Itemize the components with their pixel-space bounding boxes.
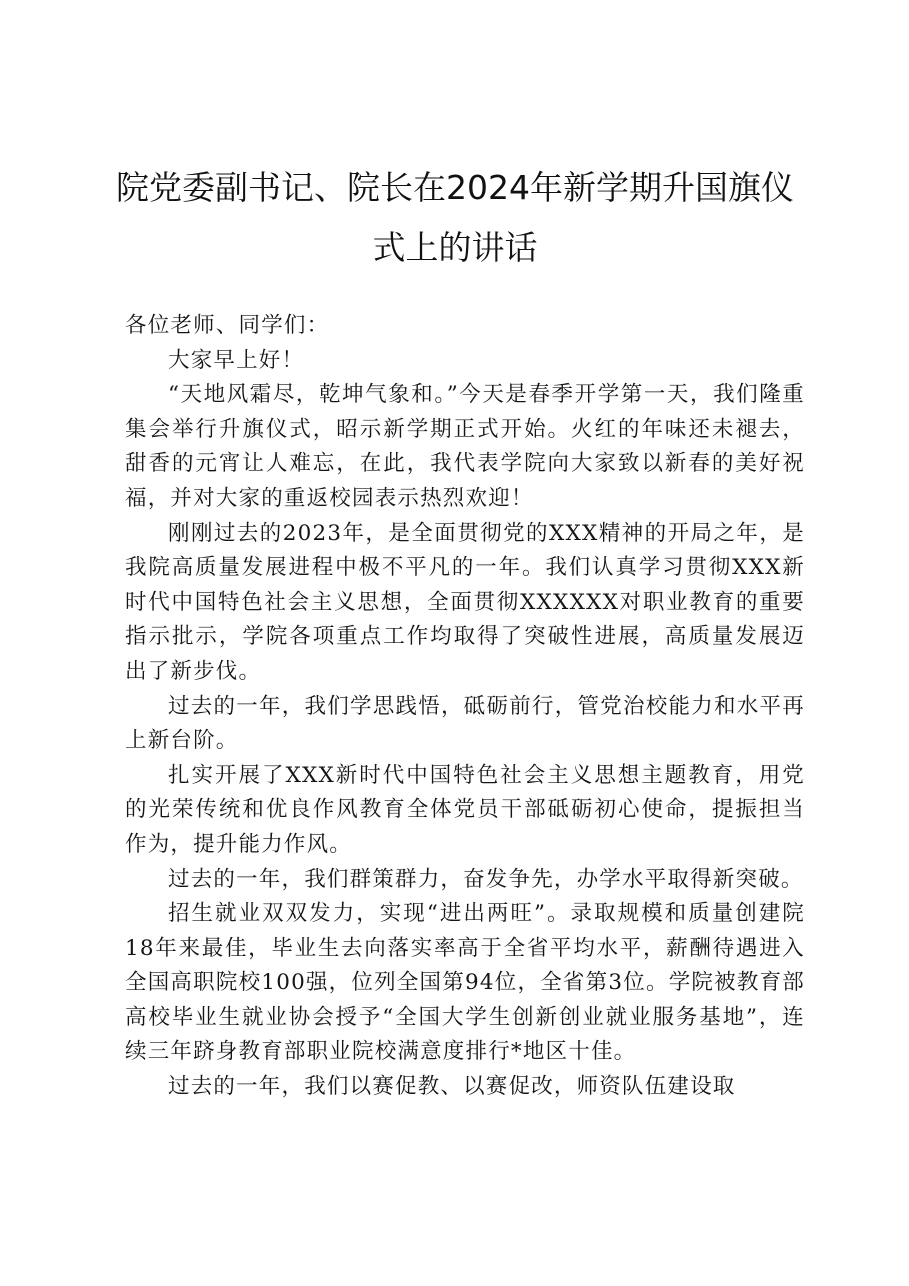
paragraph: 招生就业双双发力，实现“进出两旺”。录取规模和质量创建院18年来最佳，毕业生去向落实率高于全省平均水平，薪酬待遇进入全国高职院校100强，位列全国第94位，全省第3位。学院被教育部高校毕业生就业协会授予“全国大学生创新创业就业服务基地”，连续三年跻身教育部职业院校满意度排行*地区十佳。 (125, 901, 805, 1065)
salutation: 各位老师、同学们： (125, 313, 330, 338)
paragraph: 大家早上好！ (168, 347, 305, 373)
paragraph: 扎实开展了XXX新时代中国特色社会主义思想主题教育，用党的光荣传统和优良作风教育全体党员干部砥砺初心使命，提振担当作为，提升能力作风。 (125, 762, 805, 857)
paragraph: 过去的一年，我们学思践悟，砥砺前行，管党治校能力和水平再上新台阶。 (125, 693, 805, 754)
paragraph: 过去的一年，我们以赛促教、以赛促改，师资队伍建设取 (168, 1074, 736, 1100)
document-body (125, 309, 805, 1105)
paragraph: “天地风霜尽，乾坤气象和。”今天是春季开学第一天，我们隆重集会举行升旗仪式，昭示新学期正式开始。火红的年味还未褪去，甜香的元宵让人难忘，在此，我代表学院向大家致以新春的美好祝福，并对大家的重返校园表示热烈欢迎！ (125, 382, 805, 511)
paragraph: 过去的一年，我们群策群力，奋发争先，办学水平取得新突破。 (168, 866, 804, 892)
document-title: 院党委副书记、院长在2024年新学期升国旗仪式上的讲话 (116, 168, 794, 267)
paragraph: 刚刚过去的2023年，是全面贯彻党的XXX精神的开局之年，是我院高质量发展进程中极不平凡的一年。我们认真学习贯彻XXX新时代中国特色社会主义思想，全面贯彻XXXXXX对职业教育的重要指示批示，学院各项重点工作均取得了突破性进展，高质量发展迈出了新步伐。 (125, 520, 805, 684)
